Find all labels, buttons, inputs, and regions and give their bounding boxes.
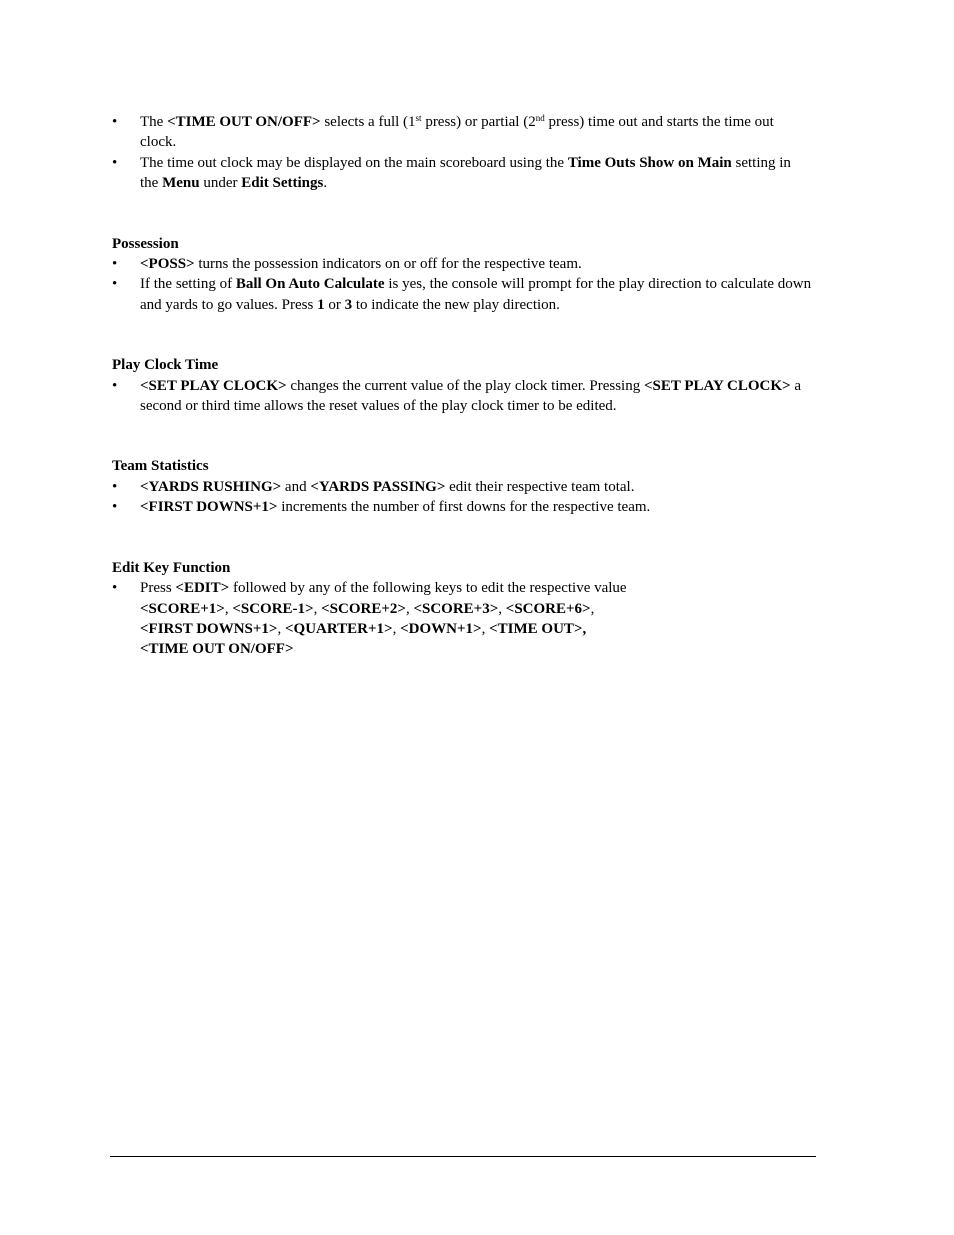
team-statistics-section	[112, 456, 812, 517]
possession-list	[112, 254, 812, 315]
timeout-section	[112, 112, 812, 194]
timeout-list	[112, 112, 812, 194]
list-item: • Press <EDIT> followed by any of the following keys to edit the respective value <SCORE+1>, <SCORE-1>, <SCORE+2>, <SCORE+3>, <SCORE+6>, <FIRST DOWNS+1>, <QUARTER+1>, <DOWN+1>, <TIME OUT>, <TIME OUT ON/OFF>	[112, 578, 812, 660]
list-item: • If the setting of Ball On Auto Calculate is yes, the console will prompt for the play direction to calculate down and yards to go values. Press 1 or 3 to indicate the new play direction.	[112, 274, 812, 315]
list-item: • The <TIME OUT ON/OFF> selects a full (1st press) or partial (2nd press) time out and starts the time out clock.	[112, 112, 812, 153]
section-heading: Team Statistics	[112, 458, 209, 475]
edit-key-section	[112, 558, 812, 660]
list-item: • <SET PLAY CLOCK> changes the current value of the play clock timer. Pressing <SET PLAY CLOCK> a second or third time allows the reset values of the play clock timer to be edited.	[112, 376, 812, 417]
edit-keys-line-2: <FIRST DOWNS+1>, <QUARTER+1>, <DOWN+1>, <TIME OUT>,	[140, 620, 587, 637]
list-item: • <YARDS RUSHING> and <YARDS PASSING> edit their respective team total.	[112, 477, 812, 497]
footer-rule	[110, 1156, 816, 1157]
edit-keys-line-3: <TIME OUT ON/OFF>	[140, 641, 294, 658]
play-clock-list	[112, 376, 812, 417]
document-page	[112, 112, 812, 660]
list-item: • The time out clock may be displayed on the main scoreboard using the Time Outs Show on Main setting in the Menu under Edit Settings.	[112, 153, 812, 194]
play-clock-section	[112, 355, 812, 416]
edit-key-list	[112, 578, 812, 660]
section-heading: Play Clock Time	[112, 357, 219, 374]
possession-section	[112, 234, 812, 316]
edit-keys-line-1: <SCORE+1>, <SCORE-1>, <SCORE+2>, <SCORE+3>, <SCORE+6>,	[140, 600, 595, 617]
list-item: • <POSS> turns the possession indicators on or off for the respective team.	[112, 254, 812, 274]
section-heading: Possession	[112, 235, 179, 252]
list-item: • <FIRST DOWNS+1> increments the number of first downs for the respective team.	[112, 497, 812, 517]
section-heading: Edit Key Function	[112, 559, 231, 576]
team-statistics-list	[112, 477, 812, 518]
